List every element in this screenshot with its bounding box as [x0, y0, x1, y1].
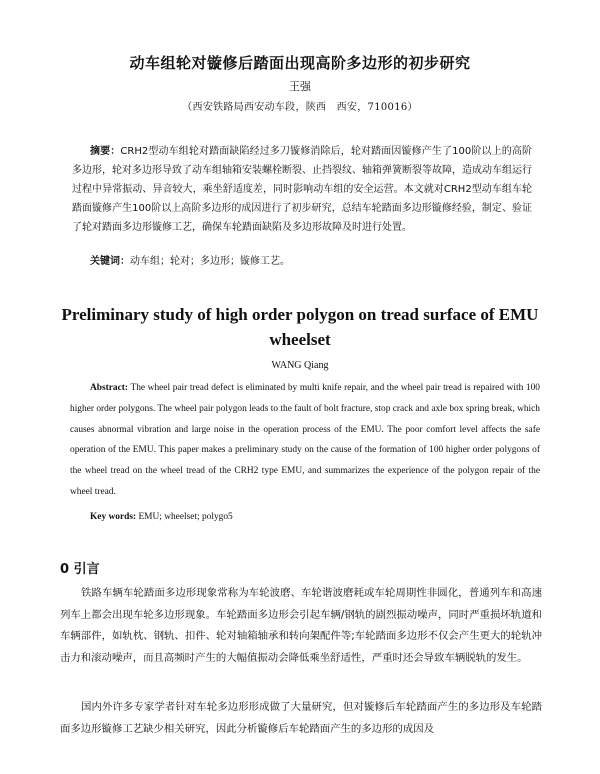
english-abstract [70, 378, 540, 503]
chinese-abstract-text: CRH2型动车组轮对踏面缺陷经过多刀镟修消除后，轮对踏面因镟修产生了100阶以上的高阶多边形，轮对多边形导致了动车组轴箱安装螺栓断裂、止挡裂纹、轴箱弹簧断裂等故障，造成动车组运行过程中异常振动、异音较大，乘坐舒适度差，同时影响动车组的安全运营。本文就对CRH2型动车组车轮踏面镟修产生100阶以上高阶多边形的成因进行了初步研究，总结车轮踏面多边形镟修经验，制定、验证了轮对踏面多边形镟修工艺，确保车轮踏面缺陷及多边形故障及时进行处置。 [72, 146, 533, 233]
chinese-abstract [72, 142, 532, 237]
chinese-keywords-label: 关键词： [90, 256, 130, 267]
chinese-abstract-label: 摘要： [90, 146, 121, 157]
chinese-keywords-text: 动车组；轮对；多边形；镟修工艺。 [130, 256, 290, 267]
english-abstract-label: Abstract: [90, 383, 129, 393]
chinese-title: 动车组轮对镟修后踏面出现高阶多边形的初步研究 [129, 54, 471, 72]
english-title: Preliminary study of high order polygon on tread surface of EMU wheelset [61, 305, 539, 349]
chinese-affiliation: （西安铁路局西安动车段，陕西 西安，710016） [182, 102, 418, 113]
body-paragraph: 国内外许多专家学者针对车轮多边形形成做了大量研究，但对镟修后车轮踏面产生的多边形及车轮踏面多边形镟修工艺缺少相关研究，因此分析镟修后车轮踏面产生的多边形的成因及 [60, 701, 542, 735]
english-keywords-text: EMU; wheelset; polygo5 [138, 512, 233, 522]
body-paragraph: 铁路车辆车轮踏面多边形现象常称为车轮波磨、车轮谐波磨耗或车轮周期性非圆化，普通列车和高速列车上都会出现车轮多边形现象。车轮踏面多边形会引起车辆/钢轨的剧烈振动噪声，同时严重损坏轨道和车辆部件，如轨枕、钢轨、扣件、轮对轴箱轴承和转向架配件等;车轮踏面多边形不仅会产生更大的轮轨冲击力和滚动噪声，而且高频时产生的大幅值振动会降低乘坐舒适性，严重时还会导致车辆脱轨的发生。 [60, 587, 542, 664]
chinese-keywords [90, 252, 530, 267]
english-abstract-text: The wheel pair tread defect is eliminated by multi knife repair, and the wheel pair tread is repaired with 100 higher order polygons. The wheel pair polygon leads to the fault of bolt fracture, stop crack and axle box spring break, which causes abnormal vibration and large noise in the operation process of the EMU. The poor comfort level affects the safe operation of the EMU. This paper makes a preliminary study on the cause of the formation of 100 higher order polygons of the wheel tread on the wheel tread of the CRH2 type EMU, and summarizes the experience of the polygon repair of the wheel tread. [70, 383, 540, 497]
chinese-author: 王强 [289, 80, 311, 93]
english-keywords [90, 512, 530, 522]
english-author: WANG Qiang [271, 360, 329, 371]
section-heading-introduction: 0 引言 [60, 562, 100, 577]
english-keywords-label: Key words: [90, 512, 137, 522]
